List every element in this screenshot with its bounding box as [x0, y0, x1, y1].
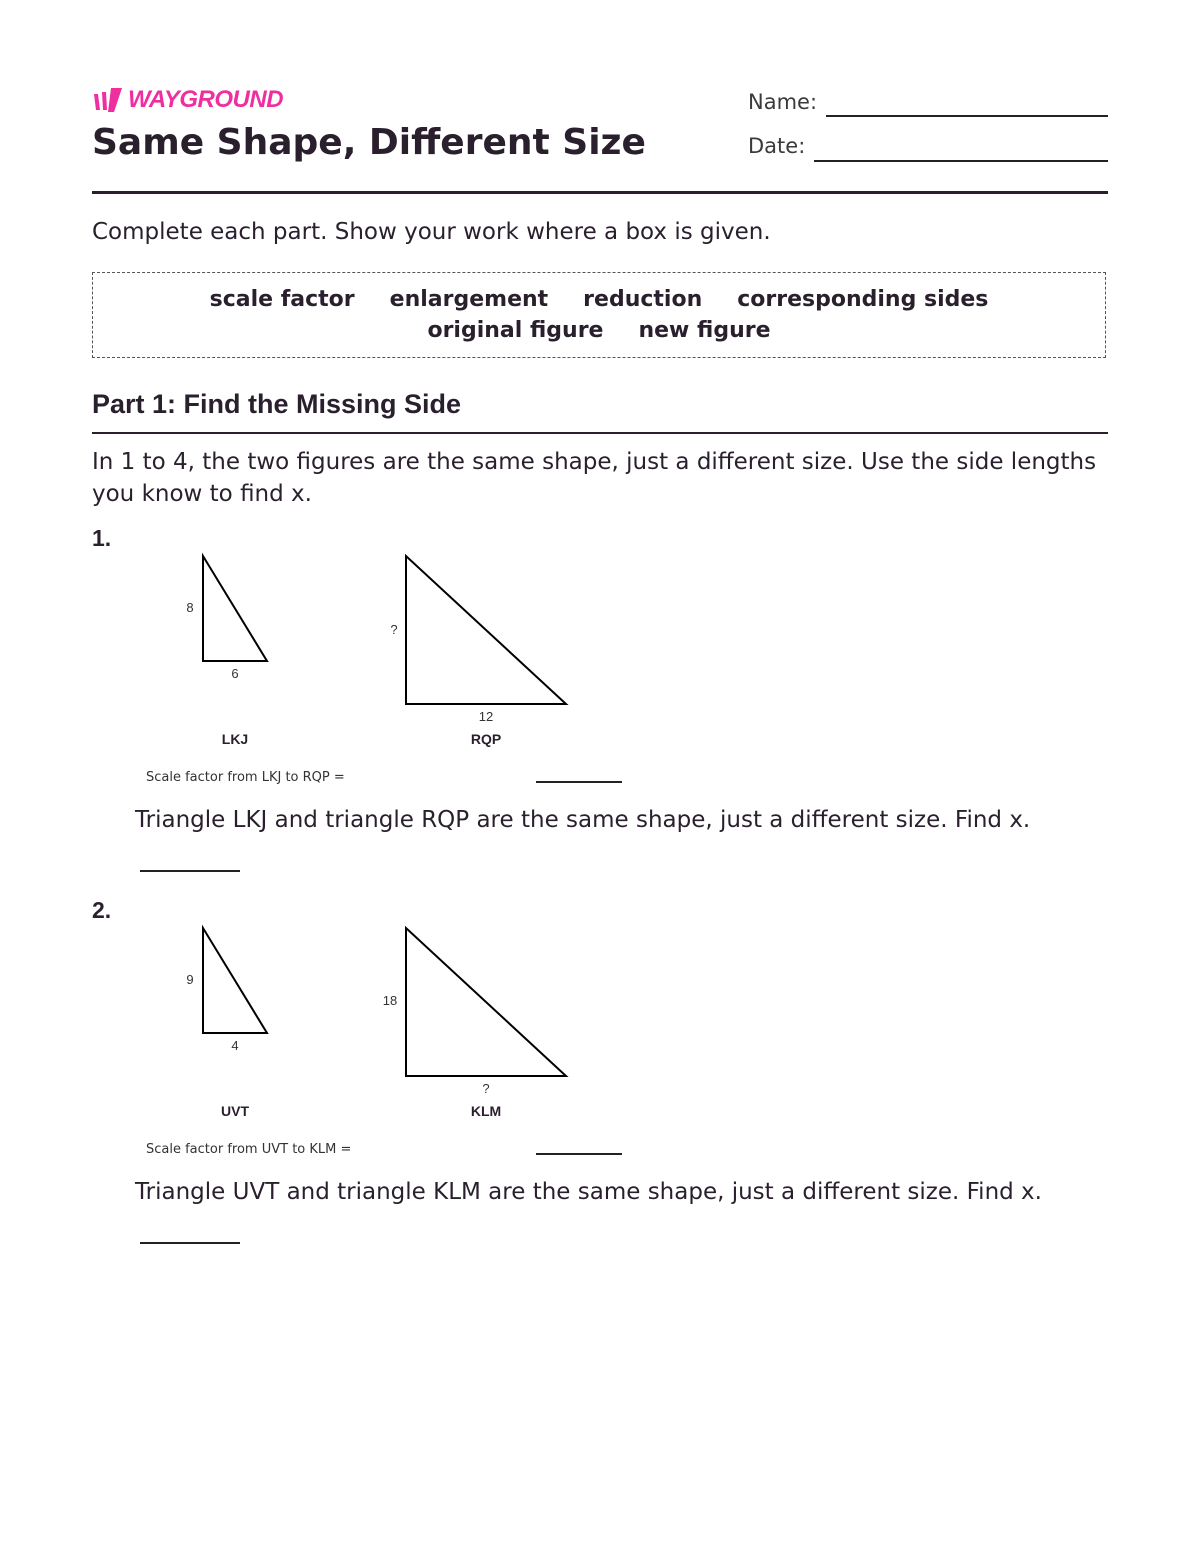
wayground-logo-icon [92, 88, 124, 112]
small-horizontal-label: 6 [231, 666, 239, 681]
part-divider [92, 432, 1108, 434]
x-answer[interactable] [140, 1242, 240, 1244]
date-field[interactable] [814, 160, 1108, 162]
word-bank-term: enlargement [389, 287, 549, 312]
instructions: Complete each part. Show your work where a box is given. [92, 219, 771, 245]
word-bank-term: corresponding sides [737, 287, 989, 312]
large-vertical-label: 18 [382, 993, 398, 1008]
large-horizontal-label: 12 [478, 709, 494, 724]
word-bank-term: original figure [427, 318, 604, 343]
word-bank [92, 272, 1106, 358]
scale-factor-answer[interactable] [536, 781, 622, 783]
name-label: Name: [748, 90, 818, 114]
small-triangle-name: LKJ [221, 731, 249, 747]
part-intro: In 1 to 4, the two figures are the same shape, just a different size. Use the side lengths you know to find x. [92, 449, 1097, 507]
large-triangle-name: RQP [470, 731, 502, 747]
large-triangle [406, 928, 566, 1076]
word-bank-term: scale factor [209, 287, 355, 312]
name-field[interactable] [826, 115, 1108, 117]
large-vertical-label: ? [390, 622, 398, 637]
word-bank-term: reduction [583, 287, 703, 312]
small-horizontal-label: 4 [231, 1038, 239, 1053]
scale-factor-label: Scale factor from UVT to KLM = [146, 1142, 352, 1157]
brand-name: WAYGROUND [128, 86, 284, 113]
word-bank-term: new figure [638, 318, 771, 343]
problem-question: Triangle LKJ and triangle RQP are the same shape, just a different size. Find x. [135, 807, 1031, 833]
x-answer[interactable] [140, 870, 240, 872]
small-triangle-name: UVT [221, 1103, 249, 1119]
small-vertical-label: 8 [186, 600, 194, 615]
triangle-figure-2 [140, 917, 620, 1132]
date-label: Date: [748, 134, 806, 158]
large-triangle [406, 556, 566, 704]
small-vertical-label: 9 [186, 972, 194, 987]
large-triangle-name: KLM [470, 1103, 502, 1119]
part-title: Part 1: Find the Missing Side [92, 389, 462, 419]
triangle-figure-1 [140, 545, 620, 760]
problem-question: Triangle UVT and triangle KLM are the same shape, just a different size. Find x. [135, 1179, 1042, 1205]
page-title: Same Shape, Different Size [92, 122, 646, 163]
large-horizontal-label: ? [482, 1081, 490, 1096]
small-triangle [203, 556, 267, 661]
scale-factor-answer[interactable] [536, 1153, 622, 1155]
problem-number: 1. [92, 525, 112, 551]
small-triangle [203, 928, 267, 1033]
scale-factor-label: Scale factor from LKJ to RQP = [146, 770, 345, 785]
header-divider [92, 191, 1108, 194]
brand-logo [92, 86, 283, 114]
problem-number: 2. [92, 897, 112, 923]
